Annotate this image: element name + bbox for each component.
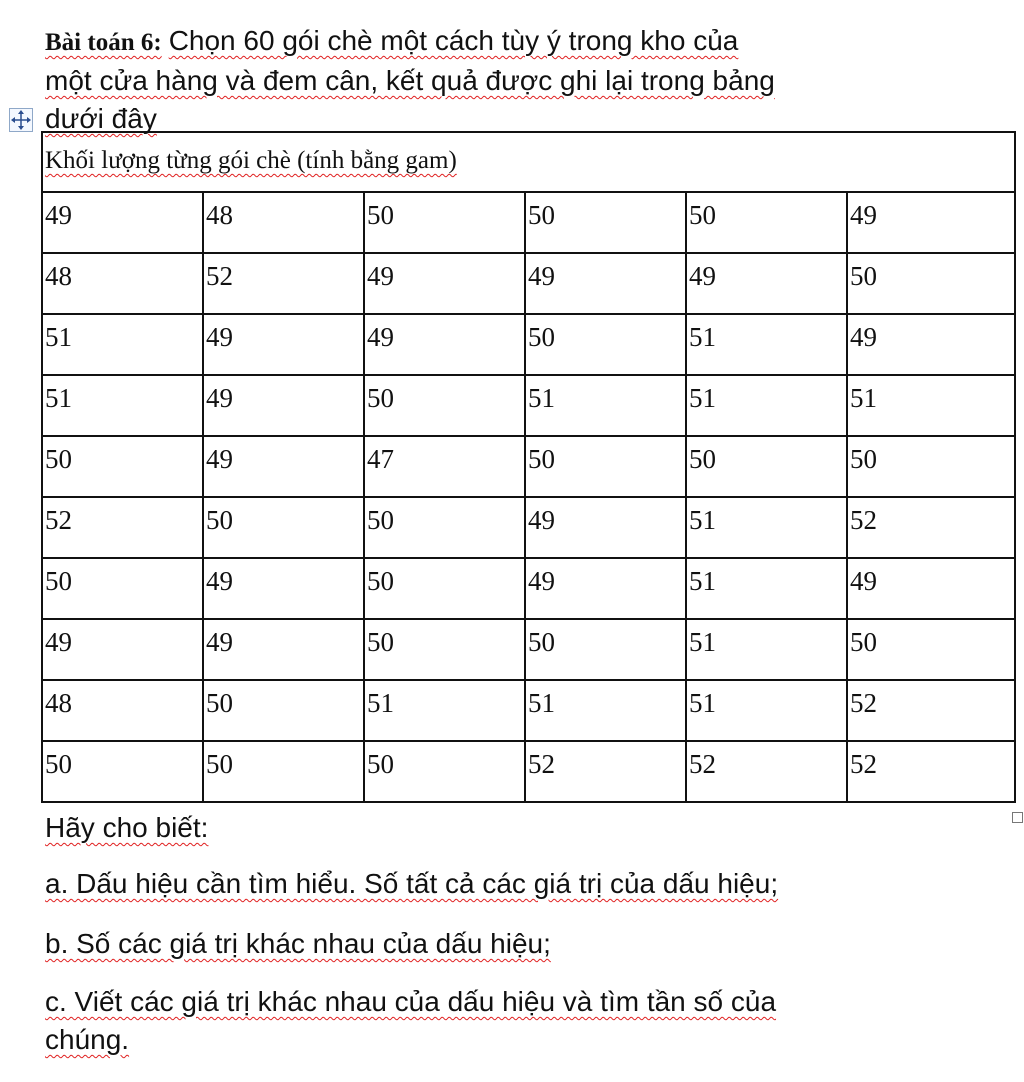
intro-line-1 <box>45 22 945 62</box>
problem-label: Bài toán 6: <box>45 29 162 56</box>
table-resize-handle[interactable] <box>1012 812 1023 823</box>
table-row <box>42 253 1015 314</box>
table-cell: 51 <box>686 314 847 375</box>
table-header-cell: Khối lượng từng gói chè (tính bằng gam) <box>42 132 1015 192</box>
table-row <box>42 192 1015 253</box>
table-cell: 49 <box>203 314 364 375</box>
table-cell: 49 <box>847 192 1015 253</box>
table-row <box>42 558 1015 619</box>
table-cell: 51 <box>364 680 525 741</box>
table-row <box>42 436 1015 497</box>
table-cell: 50 <box>203 680 364 741</box>
table-cell: 50 <box>364 558 525 619</box>
table-cell: 51 <box>686 680 847 741</box>
table-cell: 52 <box>847 497 1015 558</box>
table-cell: 50 <box>203 741 364 802</box>
table-cell: 50 <box>525 619 686 680</box>
table-cell: 49 <box>364 314 525 375</box>
table-cell: 51 <box>847 375 1015 436</box>
table-cell: 48 <box>203 192 364 253</box>
table-cell: 50 <box>364 619 525 680</box>
table-cell: 52 <box>42 497 203 558</box>
table-cell: 49 <box>525 253 686 314</box>
table-cell: 50 <box>42 741 203 802</box>
question-a: a. Dấu hiệu cần tìm hiểu. Số tất cả các giá trị của dấu hiệu; <box>45 868 779 899</box>
intro-text-1: Chọn 60 gói chè một cách tùy ý trong kho của <box>168 25 739 56</box>
table-cell: 51 <box>686 619 847 680</box>
table-move-handle[interactable] <box>9 108 33 132</box>
table-cell: 51 <box>525 375 686 436</box>
question-c-line-2: chúng. <box>45 1024 130 1055</box>
intro-line-2: một cửa hàng và đem cân, kết quả được ghi lại trong bảng <box>45 65 775 96</box>
table-row <box>42 375 1015 436</box>
table-cell: 47 <box>364 436 525 497</box>
table-cell: 50 <box>364 497 525 558</box>
intro-line-3: dưới đây <box>45 103 157 134</box>
table-cell: 50 <box>686 436 847 497</box>
table-cell: 52 <box>203 253 364 314</box>
table-cell: 52 <box>847 741 1015 802</box>
table-cell: 51 <box>525 680 686 741</box>
table-cell: 50 <box>42 436 203 497</box>
table-cell: 50 <box>525 436 686 497</box>
table-cell: 50 <box>364 192 525 253</box>
table-cell: 49 <box>42 192 203 253</box>
questions-prompt: Hãy cho biết: <box>45 812 209 843</box>
table-row <box>42 741 1015 802</box>
table-cell: 49 <box>203 619 364 680</box>
table-row <box>42 314 1015 375</box>
questions-section <box>45 809 945 1059</box>
table-cell: 50 <box>847 253 1015 314</box>
table-cell: 50 <box>203 497 364 558</box>
table-cell: 49 <box>847 558 1015 619</box>
move-arrows-icon <box>10 109 32 131</box>
table-cell: 50 <box>525 192 686 253</box>
question-c-line-1: c. Viết các giá trị khác nhau của dấu hiệu và tìm tần số của <box>45 986 777 1017</box>
table-cell: 49 <box>42 619 203 680</box>
table-cell: 50 <box>847 436 1015 497</box>
table-cell: 49 <box>847 314 1015 375</box>
table-cell: 49 <box>203 375 364 436</box>
tea-weight-table <box>41 131 1016 803</box>
table-cell: 50 <box>364 375 525 436</box>
table-cell: 49 <box>203 558 364 619</box>
table-cell: 49 <box>203 436 364 497</box>
table-cell: 49 <box>364 253 525 314</box>
table-cell: 50 <box>847 619 1015 680</box>
table-cell: 52 <box>686 741 847 802</box>
question-b: b. Số các giá trị khác nhau của dấu hiệu; <box>45 928 551 959</box>
table-cell: 51 <box>42 314 203 375</box>
table-row <box>42 680 1015 741</box>
table-cell: 49 <box>525 497 686 558</box>
table-cell: 51 <box>686 558 847 619</box>
table-cell: 48 <box>42 680 203 741</box>
table-cell: 51 <box>42 375 203 436</box>
table-cell: 52 <box>525 741 686 802</box>
table-cell: 51 <box>686 497 847 558</box>
table-cell: 50 <box>42 558 203 619</box>
table-cell: 51 <box>686 375 847 436</box>
table-cell: 48 <box>42 253 203 314</box>
table-cell: 50 <box>364 741 525 802</box>
table-cell: 52 <box>847 680 1015 741</box>
table-row <box>42 619 1015 680</box>
table-cell: 50 <box>525 314 686 375</box>
table-cell: 50 <box>686 192 847 253</box>
table-row <box>42 497 1015 558</box>
problem-statement <box>45 22 945 138</box>
table-cell: 49 <box>525 558 686 619</box>
table-header-row <box>42 132 1015 192</box>
table-cell: 49 <box>686 253 847 314</box>
